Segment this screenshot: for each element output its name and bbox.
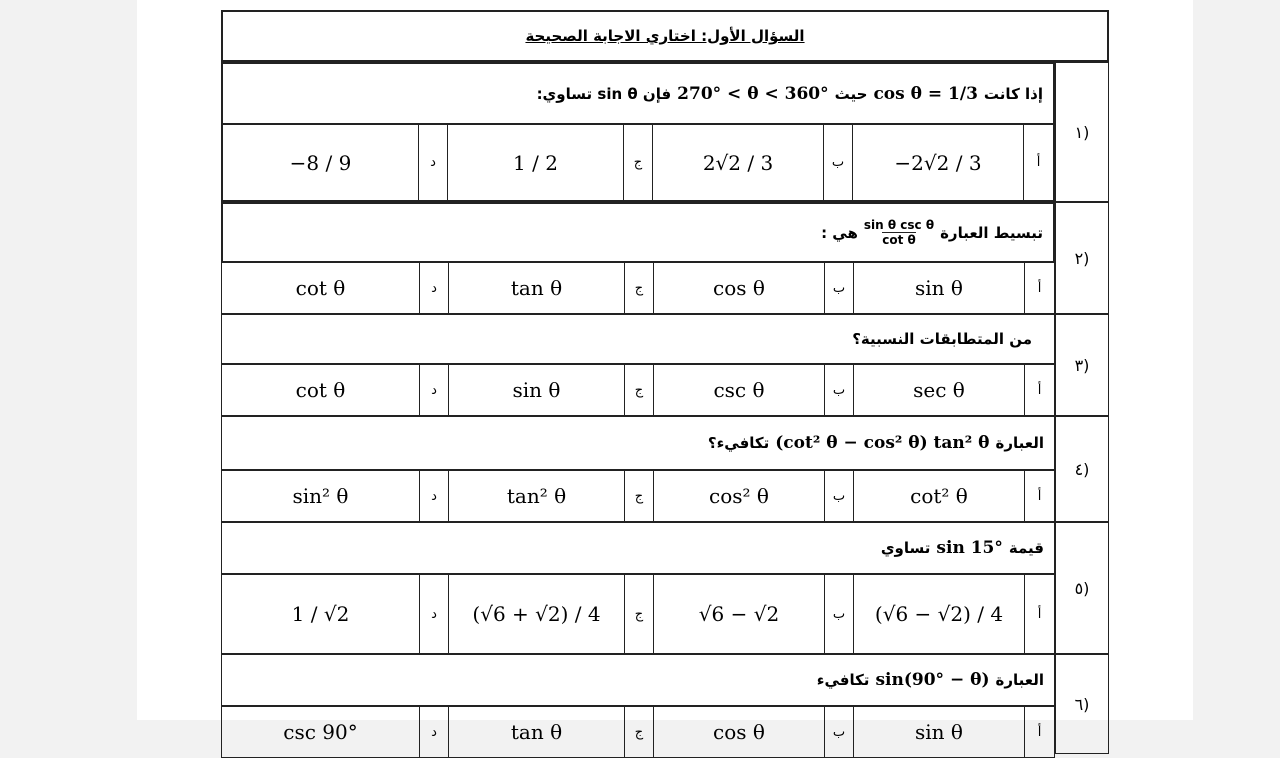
stem-text: العبارة xyxy=(995,671,1044,689)
stem-math: sin 15° xyxy=(936,538,1003,558)
question-number: ٥) xyxy=(1055,522,1109,654)
option-c[interactable]: tan θ xyxy=(510,276,563,300)
question-stem xyxy=(221,202,1055,262)
question-number: ٦) xyxy=(1055,654,1109,754)
stem-text: قيمة xyxy=(1008,539,1044,557)
stem-text: هي : xyxy=(821,223,858,242)
option-c[interactable]: 1 / 2 xyxy=(513,150,558,175)
option-letter: ب xyxy=(824,471,854,521)
option-letter: أ xyxy=(1023,125,1053,200)
option-a[interactable]: (√6 − √2) / 4 xyxy=(874,602,1004,626)
option-a[interactable]: −2√2 / 3 xyxy=(894,150,982,175)
stem-text: من المتطابقات النسبية؟ xyxy=(852,330,1032,348)
options-row xyxy=(221,574,1055,654)
option-c[interactable]: tan θ xyxy=(510,720,563,744)
question-stem xyxy=(221,62,1055,124)
option-letter: ج xyxy=(624,263,654,313)
option-letter: د xyxy=(419,365,449,415)
option-d[interactable]: cot θ xyxy=(295,276,346,300)
option-letter: أ xyxy=(1024,471,1054,521)
option-letter: ب xyxy=(824,263,854,313)
stem-text: تكافيء xyxy=(816,671,870,689)
question-number: ٣) xyxy=(1055,314,1109,416)
option-d[interactable]: 1 / √2 xyxy=(291,602,350,626)
option-letter: أ xyxy=(1024,707,1054,757)
option-b[interactable]: cos θ xyxy=(713,720,765,744)
option-letter: د xyxy=(418,125,448,200)
stem-math: (cot² θ − cos² θ) tan² θ xyxy=(775,433,990,453)
options-row xyxy=(221,470,1055,522)
option-a[interactable]: sin θ xyxy=(915,720,963,744)
stem-text: تساوي xyxy=(880,539,931,557)
question-stem xyxy=(221,654,1055,706)
options-row xyxy=(221,262,1055,314)
option-letter: ب xyxy=(824,575,854,653)
option-c[interactable]: sin θ xyxy=(512,378,561,402)
options-row xyxy=(221,364,1055,416)
option-c[interactable]: tan² θ xyxy=(506,484,567,508)
option-letter: ب xyxy=(824,365,854,415)
option-letter: ب xyxy=(824,707,854,757)
question-4 xyxy=(221,416,1109,522)
option-letter: ج xyxy=(624,365,654,415)
option-letter: أ xyxy=(1024,575,1054,653)
question-number: ١) xyxy=(1055,62,1109,202)
option-b[interactable]: csc θ xyxy=(713,378,765,402)
option-d[interactable]: cot θ xyxy=(295,378,346,402)
option-d[interactable]: csc 90° xyxy=(283,720,358,744)
question-5 xyxy=(221,522,1109,654)
option-b[interactable]: cos θ xyxy=(713,276,765,300)
option-a[interactable]: cot² θ xyxy=(910,484,968,508)
option-b[interactable]: cos² θ xyxy=(709,484,769,508)
option-letter: أ xyxy=(1024,263,1054,313)
option-a[interactable]: sin θ xyxy=(915,276,963,300)
option-letter: ج xyxy=(624,575,654,653)
stem-text: العبارة xyxy=(995,434,1044,452)
question-1 xyxy=(221,62,1109,202)
question-number: ٤) xyxy=(1055,416,1109,522)
option-letter: د xyxy=(419,263,449,313)
section-title: السؤال الأول: اختاري الاجابة الصحيحة xyxy=(221,10,1109,62)
option-letter: أ xyxy=(1024,365,1054,415)
stem-text: إذا كانت xyxy=(983,84,1043,103)
option-letter: ج xyxy=(624,707,654,757)
option-letter: د xyxy=(419,471,449,521)
question-stem xyxy=(221,522,1055,574)
options-row xyxy=(221,124,1055,202)
fraction-numerator: sin θ csc θ xyxy=(863,217,935,232)
stem-text: حيث xyxy=(834,84,868,103)
option-b[interactable]: √6 − √2 xyxy=(698,602,780,626)
question-stem xyxy=(221,416,1055,470)
options-row xyxy=(221,706,1055,758)
option-letter: ج xyxy=(623,125,653,200)
question-2 xyxy=(221,202,1109,314)
stem-text: فإن sin θ تساوي: xyxy=(536,84,672,103)
stem-math: sin(90° − θ) xyxy=(875,670,990,690)
stem-fraction xyxy=(864,218,934,248)
fraction-denominator: cot θ xyxy=(882,233,916,247)
question-stem xyxy=(221,314,1055,364)
stem-text: تكافيء؟ xyxy=(707,434,770,452)
option-letter: د xyxy=(419,575,449,653)
option-letter: د xyxy=(419,707,449,757)
option-letter: ب xyxy=(823,125,853,200)
option-d[interactable]: −8 / 9 xyxy=(289,150,352,175)
option-letter: ج xyxy=(624,471,654,521)
stem-math: 270° < θ < 360° xyxy=(677,83,829,104)
option-c[interactable]: (√6 + √2) / 4 xyxy=(472,602,601,626)
option-a[interactable]: sec θ xyxy=(913,378,965,402)
option-d[interactable]: sin² θ xyxy=(292,484,349,508)
stem-text: تبسيط العبارة xyxy=(940,223,1043,242)
stem-math: cos θ = 1/3 xyxy=(873,83,978,104)
option-b[interactable]: 2√2 / 3 xyxy=(702,150,774,175)
question-6 xyxy=(221,654,1109,744)
question-number: ٢) xyxy=(1055,202,1109,314)
question-3 xyxy=(221,314,1109,416)
